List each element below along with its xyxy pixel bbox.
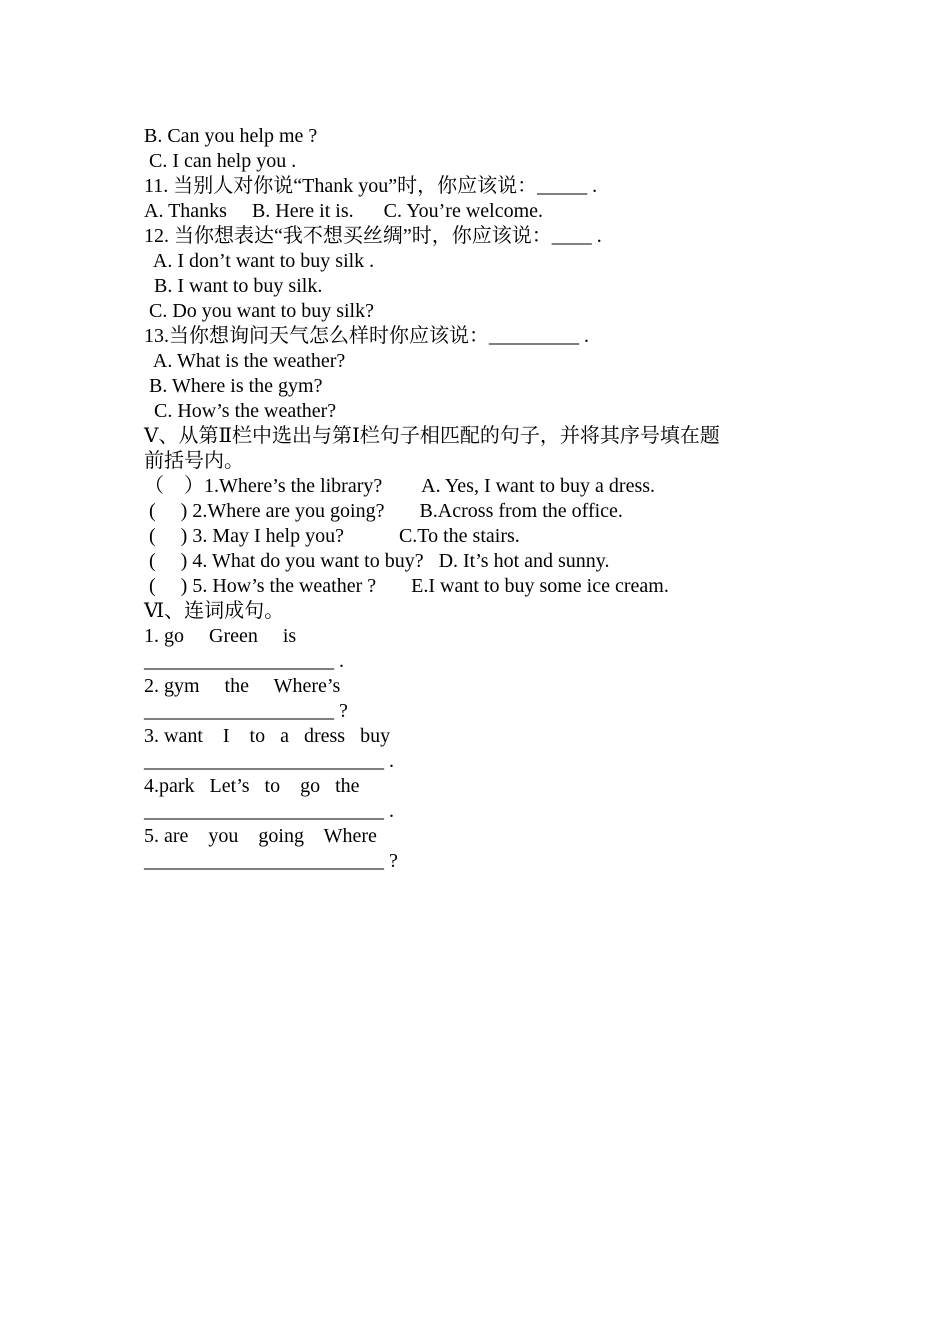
match-row-3: ( ) 3. May I help you? C.To the stairs. <box>144 525 520 547</box>
section-v-heading-cont: 前括号内。 <box>144 450 244 472</box>
question-12-option-a: A. I don’t want to buy silk . <box>144 250 375 272</box>
sentence-1-words: 1. go Green is <box>144 625 297 647</box>
match-row-5: ( ) 5. How’s the weather ? E.I want to buy some ice cream. <box>144 575 669 597</box>
sentence-5-blank: ________________________ ? <box>144 850 398 872</box>
sentence-5-words: 5. are you going Where <box>144 825 377 847</box>
question-13-option-a: A. What is the weather? <box>144 350 346 372</box>
sentence-3-words: 3. want I to a dress buy <box>144 725 391 747</box>
question-12-option-c: C. Do you want to buy silk? <box>144 300 374 322</box>
sentence-4-blank: ________________________ . <box>144 800 394 822</box>
question-12-option-b: B. I want to buy silk. <box>144 275 323 297</box>
question-13-option-b: B. Where is the gym? <box>144 375 323 397</box>
question-11: 11. 当别人对你说“Thank you”时，你应该说：_____ . <box>144 175 598 197</box>
match-row-2: ( ) 2.Where are you going? B.Across from the office. <box>144 500 623 522</box>
match-row-1: （ ）1.Where’s the library? A. Yes, I want to buy a dress. <box>144 475 656 497</box>
text-line: C. I can help you . <box>144 150 297 172</box>
sentence-4-words: 4.park Let’s to go the <box>144 775 360 797</box>
question-11-options: A. Thanks B. Here it is. C. You’re welcome. <box>144 200 544 222</box>
question-12: 12. 当你想表达“我不想买丝绸”时，你应该说：____ . <box>144 225 602 247</box>
sentence-2-blank: ___________________ ? <box>144 700 348 722</box>
question-13: 13.当你想询问天气怎么样时你应该说：_________ . <box>144 325 589 347</box>
sentence-3-blank: ________________________ . <box>144 750 394 772</box>
question-13-option-c: C. How’s the weather? <box>144 400 337 422</box>
section-v-heading: Ⅴ、从第Ⅱ栏中选出与第Ⅰ栏句子相匹配的句子，并将其序号填在题 <box>144 425 720 447</box>
match-row-4: ( ) 4. What do you want to buy? D. It’s hot and sunny. <box>144 550 610 572</box>
sentence-1-blank: ___________________ . <box>144 650 344 672</box>
sentence-2-words: 2. gym the Where’s <box>144 675 341 697</box>
section-vi-heading: Ⅵ、连词成句。 <box>144 600 285 622</box>
text-line: B. Can you help me ? <box>144 125 318 147</box>
